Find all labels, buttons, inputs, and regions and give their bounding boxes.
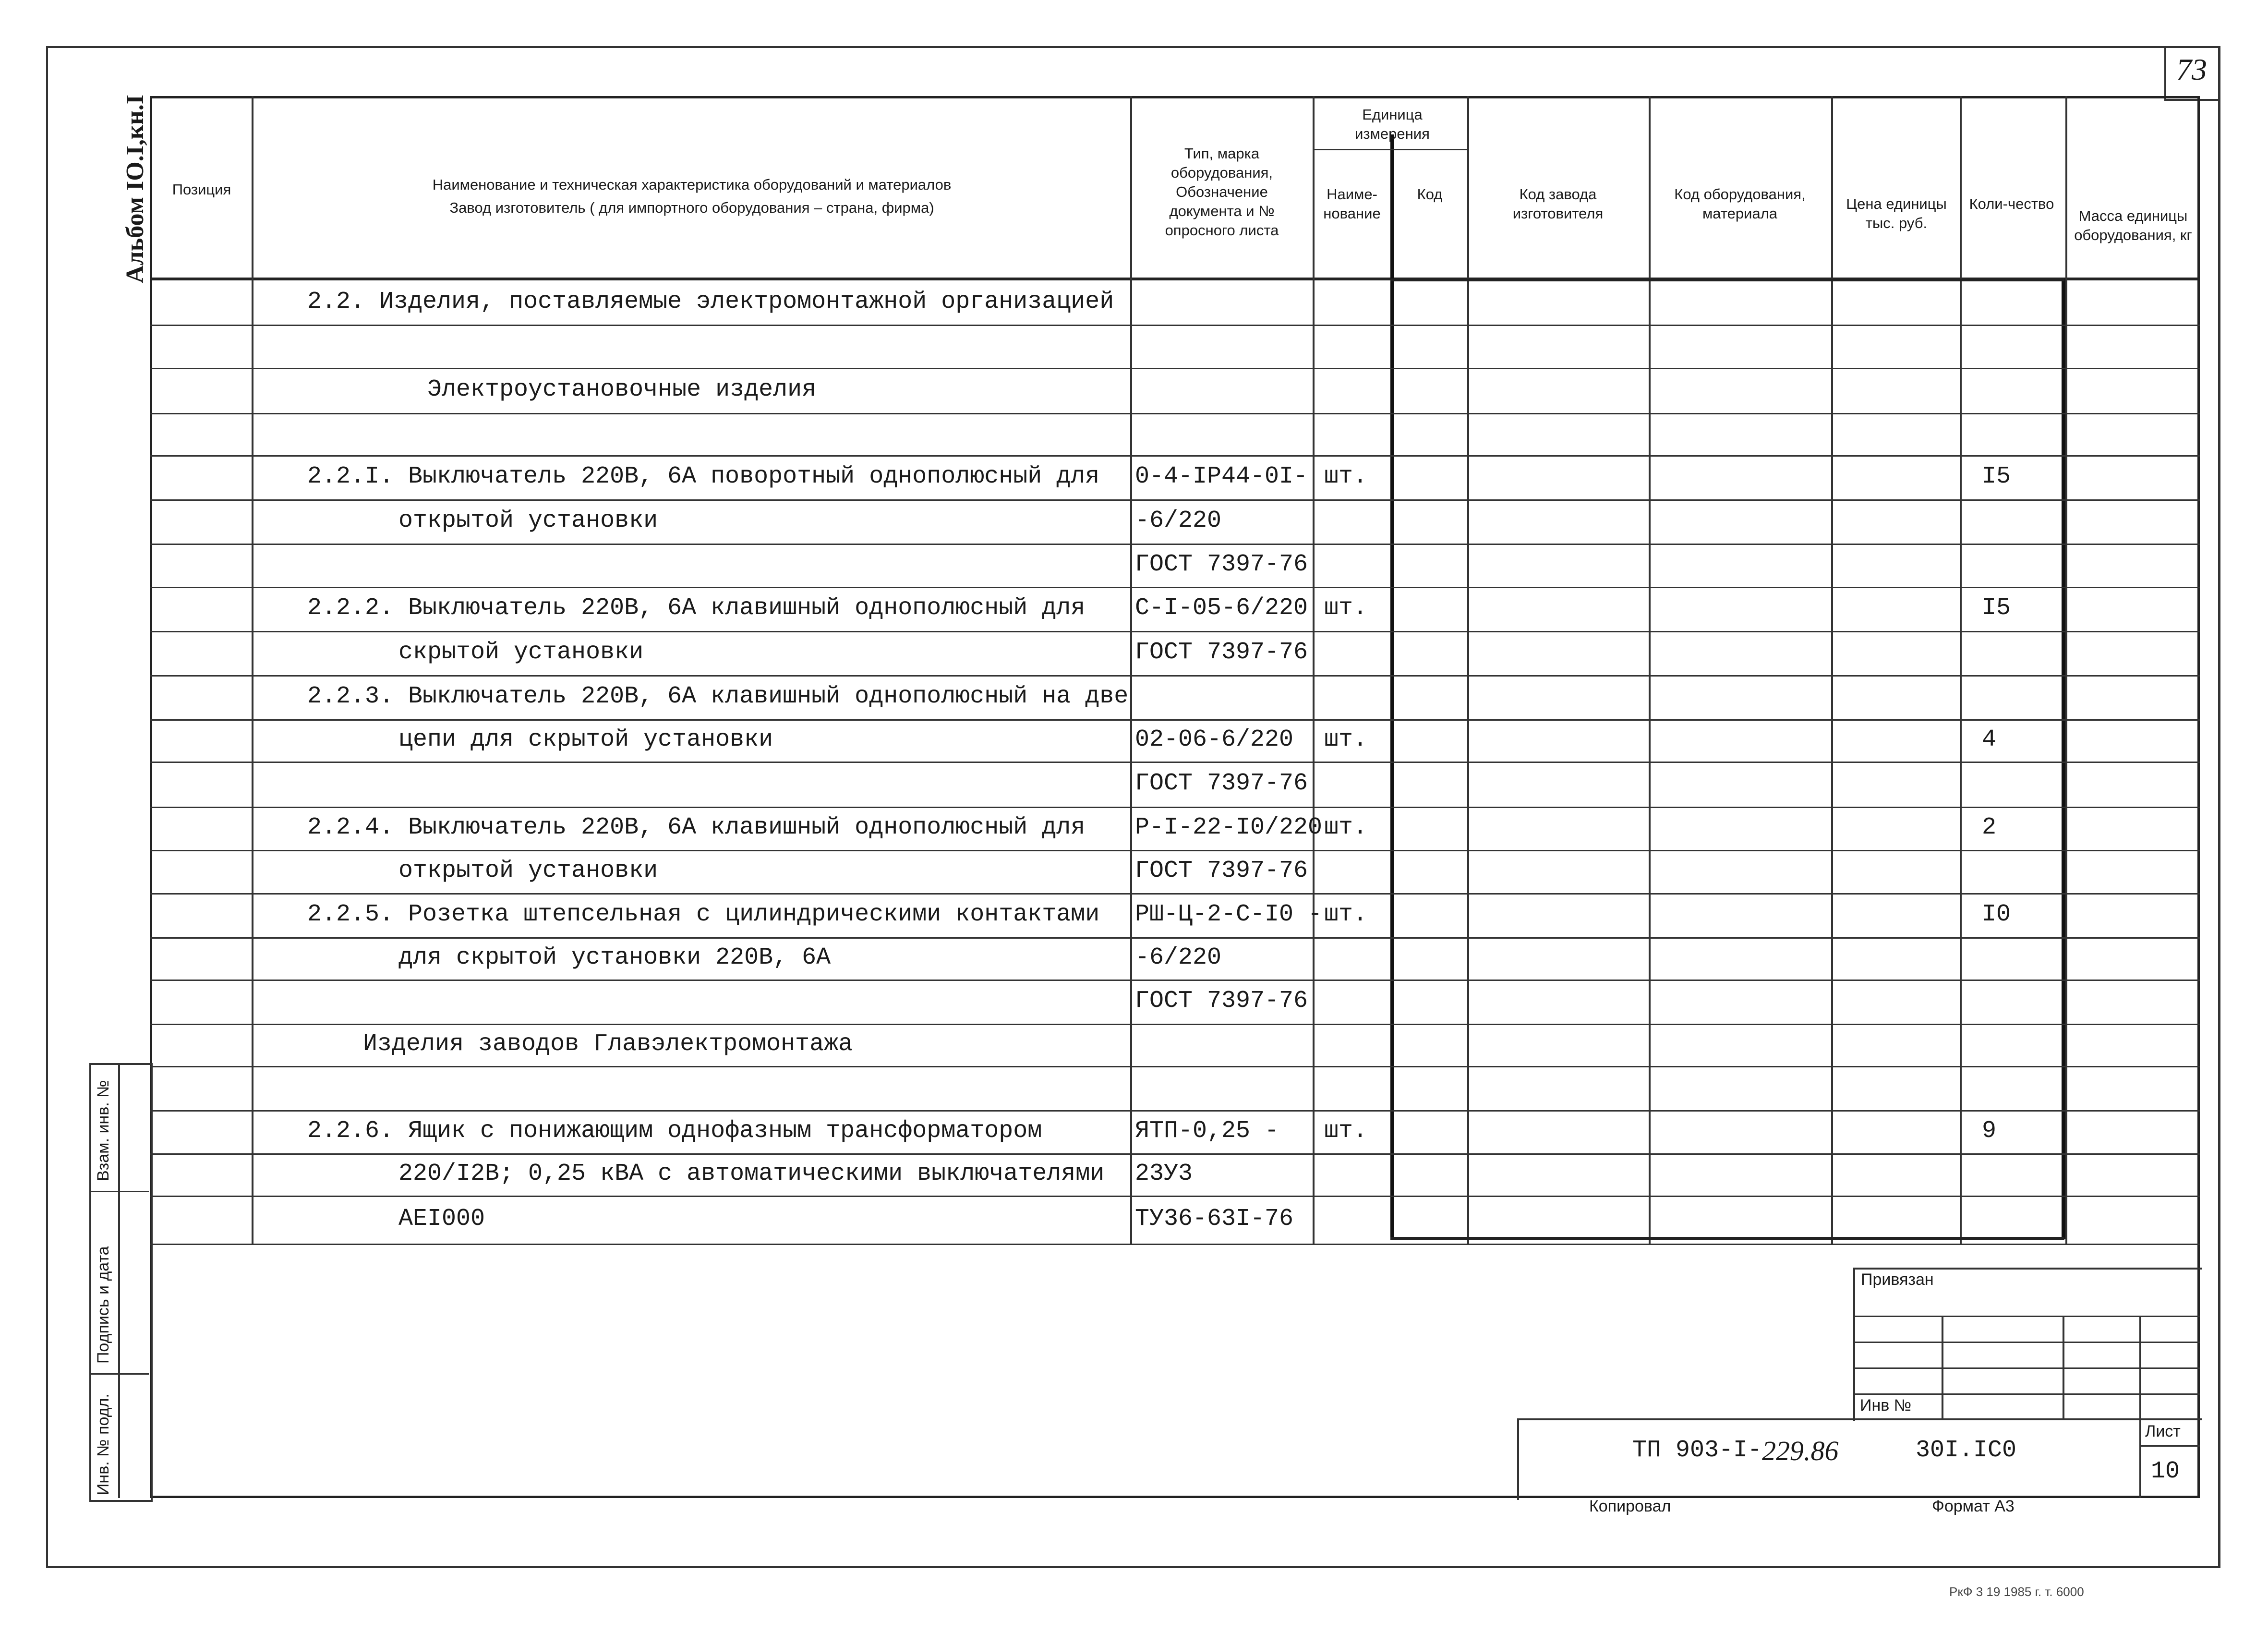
col-type-header: Тип, марка оборудования, Обозначение документа и № опросного листа xyxy=(1165,145,1279,239)
col-unit-header: Единица измерения xyxy=(1355,106,1430,142)
format-label: Формат А3 xyxy=(1932,1497,2015,1515)
row-type: ГОСТ 7397-76 xyxy=(1135,639,1308,666)
row-name: 2.2.4. Выключатель 220В, 6А клавишный однополюсный для xyxy=(307,814,1086,841)
row-type: ГОСТ 7397-76 xyxy=(1135,770,1308,797)
row-name: 2.2.I. Выключатель 220В, 6А поворотный однополюсный для xyxy=(307,463,1100,490)
page-number: 73 xyxy=(2176,52,2207,86)
row-type: 02-06-6/220 xyxy=(1135,726,1294,753)
row-name: скрытой установки xyxy=(398,639,644,666)
row-qty: 9 xyxy=(1982,1117,1997,1145)
row-unit: шт. xyxy=(1324,594,1368,622)
vzam-inv-label: Взам. инв. № xyxy=(94,1080,112,1181)
row-type: С-I-05-6/220 xyxy=(1135,594,1308,622)
row-type: 0-4-IP44-0I- xyxy=(1135,463,1308,490)
row-qty: 2 xyxy=(1982,814,1997,841)
inv-podl-label: Инв. № подл. xyxy=(94,1393,112,1495)
kopiroval-label: Копировал xyxy=(1589,1497,1671,1515)
title-block xyxy=(1517,1418,2202,1500)
row-qty: 4 xyxy=(1982,726,1997,753)
row-qty: I0 xyxy=(1982,901,2011,928)
print-mark: РкФ 3 19 1985 г. т. 6000 xyxy=(1949,1585,2084,1599)
privyazan-label: Привязан xyxy=(1861,1270,1934,1289)
doc-code-a: ТП 903-I- xyxy=(1632,1437,1762,1464)
col-equip-code-header: Код оборудования, материала xyxy=(1674,186,1806,222)
list-value: 10 xyxy=(2151,1458,2180,1485)
row-name: 2.2. Изделия, поставляемые электромонтажной организацией xyxy=(307,288,1114,315)
row-name: 2.2.6. Ящик с понижающим однофазным трансформатором xyxy=(307,1117,1042,1145)
row-name: 220/I2В; 0,25 кВА с автоматическими выключателями xyxy=(398,1160,1105,1187)
col-code-header: Код xyxy=(1417,186,1443,203)
col-name-header-1: Наименование и техническая характеристика оборудований и материалов xyxy=(432,176,952,193)
row-name: АЕI000 xyxy=(398,1205,485,1233)
row-type: ГОСТ 7397-76 xyxy=(1135,551,1308,578)
row-name: открытой установки xyxy=(398,507,658,534)
col-price-header: Цена единицы тыс. руб. xyxy=(1846,195,1947,231)
row-name: открытой установки xyxy=(398,857,658,884)
row-type: ГОСТ 7397-76 xyxy=(1135,987,1308,1015)
row-unit: шт. xyxy=(1324,463,1368,490)
col-mass-header: Масса единицы оборудования, кг xyxy=(2074,207,2192,243)
row-type: РШ-Ц-2-С-I0 - xyxy=(1135,901,1323,928)
podpis-data-label: Подпись и дата xyxy=(94,1246,112,1364)
row-name: 2.2.5. Розетка штепсельная с цилиндрическими контактами xyxy=(307,901,1100,928)
row-name: для скрытой установки 220В, 6А xyxy=(398,944,831,971)
col-position-header: Позиция xyxy=(172,181,231,198)
row-type: ЯТП-0,25 - xyxy=(1135,1117,1279,1145)
list-label: Лист xyxy=(2145,1422,2181,1440)
doc-code-b: 229.86 xyxy=(1762,1435,1839,1466)
inv-no-label: Инв № xyxy=(1860,1396,1912,1415)
row-unit: шт. xyxy=(1324,1117,1368,1145)
row-type: ГОСТ 7397-76 xyxy=(1135,857,1308,884)
col-name-header-2: Завод изготовитель ( для импортного оборудования – страна, фирма) xyxy=(449,199,934,216)
row-qty: I5 xyxy=(1982,463,2011,490)
row-type: ТУ36-63I-76 xyxy=(1135,1205,1294,1233)
col-qty-header: Коли-чество xyxy=(1969,195,2054,212)
row-type: 23У3 xyxy=(1135,1160,1193,1187)
row-name: 2.2.2. Выключатель 220В, 6А клавишный однополюсный для xyxy=(307,594,1086,622)
row-name: Изделия заводов Главэлектромонтажа xyxy=(363,1030,853,1058)
doc-code-c: 30I.IC0 xyxy=(1916,1437,2017,1464)
row-name: 2.2.3. Выключатель 220В, 6А клавишный однополюсный на две xyxy=(307,683,1129,710)
row-type: -6/220 xyxy=(1135,944,1222,971)
col-factory-code-header: Код завода изготовителя xyxy=(1512,186,1604,222)
album-label: Альбом IO.I,кн.I xyxy=(121,94,149,283)
row-name: Электроустановочные изделия xyxy=(427,376,817,403)
row-qty: I5 xyxy=(1982,594,2011,622)
row-unit: шт. xyxy=(1324,814,1368,841)
row-type: -6/220 xyxy=(1135,507,1222,534)
row-type: Р-I-22-I0/220 xyxy=(1135,814,1323,841)
col-unit-name-header: Наиме-нование xyxy=(1323,186,1381,222)
row-unit: шт. xyxy=(1324,726,1368,753)
row-unit: шт. xyxy=(1324,901,1368,928)
row-name: цепи для скрытой установки xyxy=(398,726,773,753)
